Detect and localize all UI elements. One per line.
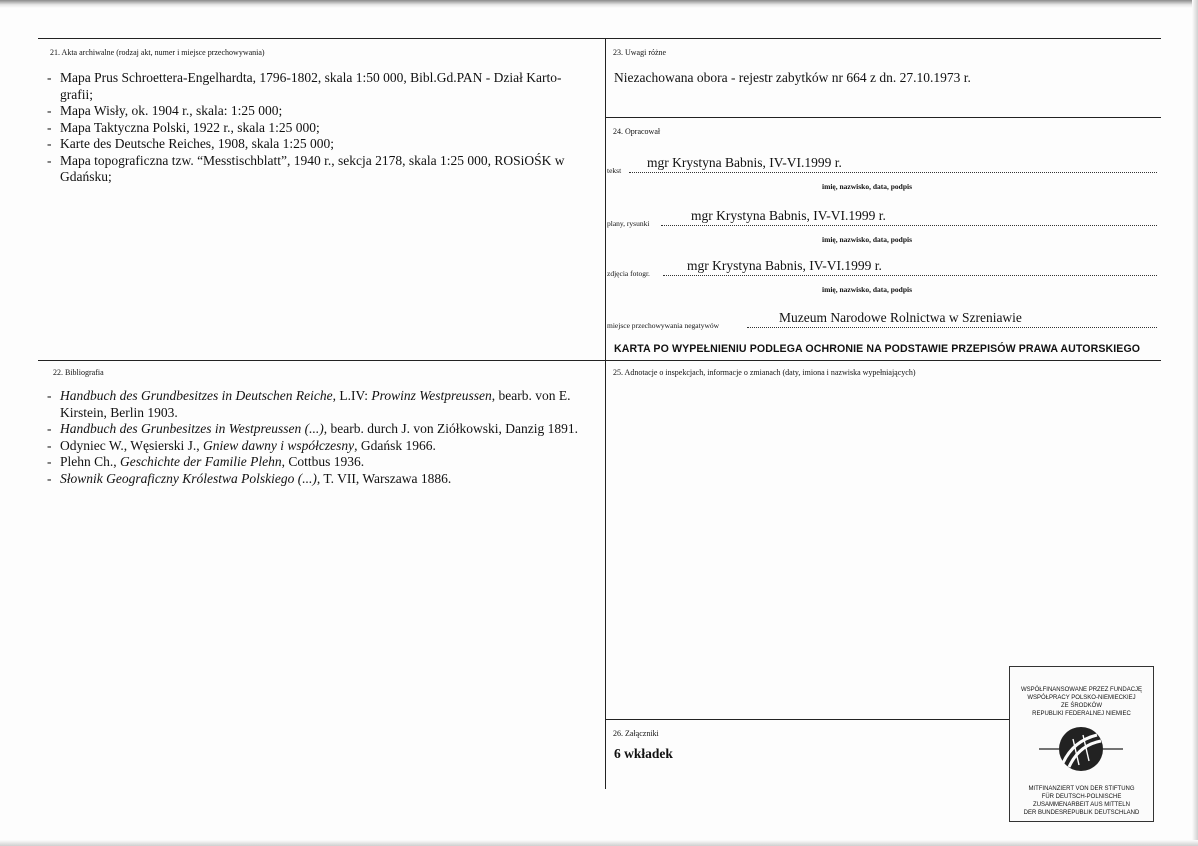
- archival-item-text: Mapa Prus Schroettera-Engelhardta, 1796-1802, skala 1:50 000, Bibl.Gd.PAN - Dział Karto-: [60, 70, 562, 85]
- negatives-value: Muzeum Narodowe Rolnictwa w Szreniawie: [779, 310, 1022, 325]
- signature-label: zdjęcia fotogr.: [607, 269, 650, 278]
- bibliography-title: Handbuch des Grundbesitzes in Deutschen Reiche: [60, 388, 333, 403]
- list-dash: -: [47, 454, 52, 469]
- archival-item-text: Gdańsku;: [60, 169, 112, 184]
- archival-item-text: Mapa Wisły, ok. 1904 r., skala: 1:25 000;: [60, 103, 283, 118]
- signature-dotted-line: [629, 172, 1157, 173]
- archival-section-label: 21. Akta archiwalne (rodzaj akt, numer i miejsce przechowywania): [50, 48, 265, 57]
- remarks-text: Niezachowana obora - rejestr zabytków nr 664 z dn. 27.10.1973 r.: [614, 70, 971, 85]
- bibliography-list: [47, 388, 603, 487]
- archival-item: [47, 120, 600, 137]
- road-bridge-emblem-icon: [1039, 719, 1123, 779]
- bibliography-text: , Gdańsk 1966.: [354, 437, 436, 453]
- archival-item: [47, 136, 600, 153]
- bibliography-item: [47, 421, 603, 438]
- bibliography-item: [47, 388, 603, 421]
- scan-edge-top: [0, 0, 1198, 8]
- list-dash: -: [47, 152, 52, 168]
- list-dash: -: [47, 70, 52, 85]
- scan-edge-bottom: [0, 840, 1198, 846]
- stamp-line: ZUSAMMENARBEIT AUS MITTELN: [1033, 802, 1130, 808]
- stamp-polish-text: [1010, 686, 1153, 718]
- stamp-line: WSPÓŁFINANSOWANE PRZEZ FUNDACJĘ: [1020, 687, 1143, 693]
- list-dash: -: [47, 119, 52, 135]
- signature-row-text: [607, 152, 1157, 191]
- negatives-dotted-line: [747, 327, 1157, 328]
- form-center-divider: [605, 38, 606, 789]
- archival-item-text: Karte des Deutsche Reiches, 1908, skala 1:25 000;: [60, 136, 335, 151]
- middle-divider: [38, 360, 1161, 361]
- stamp-line: REPUBLIKI FEDERALNEJ NIEMIEC: [1032, 711, 1131, 717]
- negatives-row: [607, 307, 1157, 337]
- archival-list: [47, 70, 600, 186]
- remarks-section-label: 23. Uwagi różne: [613, 48, 667, 57]
- attachments-section-label: 26. Załączniki: [613, 729, 659, 738]
- annotations-section-label: 25. Adnotacje o inspekcjach, informacje o zmianach (daty, imiona i nazwiska wypełniających): [613, 368, 916, 377]
- bibliography-item: [47, 454, 603, 471]
- archival-item: [47, 153, 600, 186]
- list-dash: -: [47, 421, 52, 436]
- bibliography-title: Prowinz Westpreussen: [371, 388, 492, 403]
- bibliography-item: [47, 471, 603, 488]
- bibliography-text: , T. VII, Warszawa 1886.: [316, 470, 452, 486]
- signature-row-photos: [607, 255, 1157, 294]
- attachments-value: 6 wkładek: [614, 746, 673, 761]
- list-dash: -: [47, 388, 52, 403]
- remarks-bottom-border: [605, 117, 1161, 118]
- bibliography-title: Gniew dawny i współczesny: [202, 437, 355, 453]
- signature-name: mgr Krystyna Babnis, IV-VI.1999 r.: [687, 258, 882, 273]
- archival-item: [47, 103, 600, 120]
- bibliography-text: , L.IV:: [332, 388, 372, 403]
- signature-name: mgr Krystyna Babnis, IV-VI.1999 r.: [647, 155, 842, 170]
- bibliography-section-label: 22. Bibliografia: [53, 368, 104, 377]
- funding-stamp: [1009, 666, 1154, 822]
- signature-label: plany, rysunki: [607, 219, 650, 228]
- list-dash: -: [47, 437, 52, 453]
- stamp-german-text: [1010, 785, 1153, 817]
- stamp-line: FÜR DEUTSCH-POLNISCHE: [1041, 794, 1122, 800]
- list-dash: -: [47, 103, 52, 118]
- bibliography-text: , bearb. durch J. von Ziółkowski, Danzig 1891.: [323, 421, 578, 436]
- bibliography-title: Handbuch des Grunbesitzes in Westpreussen (...): [60, 421, 324, 436]
- bibliography-text: Kirstein, Berlin 1903.: [60, 404, 178, 420]
- bibliography-item: [47, 438, 603, 455]
- signature-caption: imię, nazwisko, data, podpis: [822, 235, 913, 244]
- bibliography-text: Odyniec W., Węsierski J.,: [60, 437, 203, 453]
- copyright-notice: KARTA PO WYPEŁNIENIU PODLEGA OCHRONIE NA PODSTAWIE PRZEPISÓW PRAWA AUTORSKIEGO: [614, 343, 1141, 355]
- archival-item-text: Mapa Taktyczna Polski, 1922 r., skala 1:25 000;: [60, 119, 320, 135]
- signature-name: mgr Krystyna Babnis, IV-VI.1999 r.: [691, 208, 886, 223]
- signature-caption: imię, nazwisko, data, podpis: [822, 182, 913, 191]
- bibliography-text: , Cottbus 1936.: [281, 454, 365, 469]
- signature-dotted-line: [663, 275, 1157, 276]
- stamp-line: WSPÓŁPRACY POLSKO-NIEMIECKIEJ: [1027, 695, 1136, 701]
- archival-item-text: Mapa topograficzna tzw. “Messtischblatt”, 1940 r., sekcja 2178, skala 1:25 000, ROSiOŚK w: [60, 152, 565, 168]
- form-top-border: [38, 38, 1161, 39]
- bibliography-title: Słownik Geograficzny Królestwa Polskiego (...): [60, 470, 317, 486]
- signature-label: tekst: [607, 166, 622, 175]
- scan-edge-right: [1192, 0, 1198, 846]
- stamp-line: ZE ŚRODKÓW: [1060, 703, 1102, 709]
- stamp-line: MITFINANZIERT VON DER STIFTUNG: [1028, 786, 1135, 792]
- bibliography-text: Plehn Ch.,: [60, 454, 121, 469]
- bibliography-title: Geschichte der Familie Plehn: [120, 454, 282, 469]
- signature-caption: imię, nazwisko, data, podpis: [822, 285, 913, 294]
- list-dash: -: [47, 136, 52, 151]
- negatives-label: miejsce przechowywania negatywów: [607, 321, 720, 330]
- bibliography-text: , bearb. von E.: [491, 388, 571, 403]
- attachments-top-border: [605, 719, 1009, 720]
- archival-item-text: grafii;: [60, 86, 93, 102]
- stamp-line: DER BUNDESREPUBLIK DEUTSCHLAND: [1023, 810, 1140, 816]
- signature-row-drawings: [607, 205, 1157, 244]
- list-dash: -: [47, 470, 52, 486]
- signature-dotted-line: [661, 225, 1157, 226]
- prepared-section-label: 24. Opracował: [613, 127, 661, 136]
- archival-item: [47, 70, 600, 103]
